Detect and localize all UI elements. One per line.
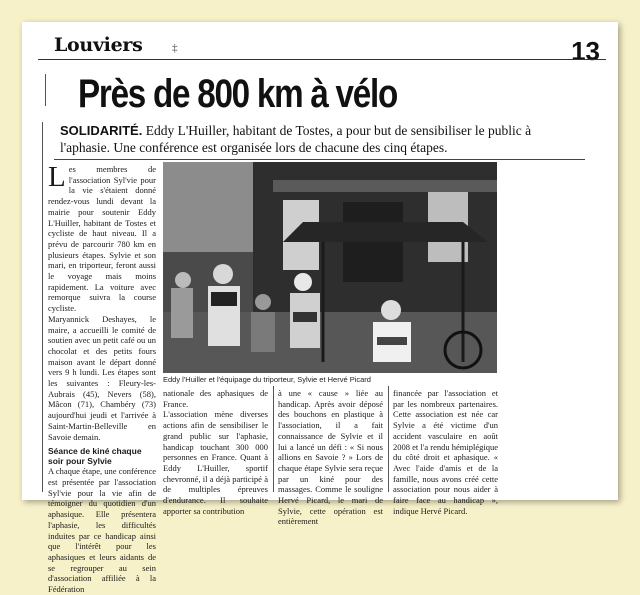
drop-cap: L [48,161,66,193]
header-rule [38,59,606,60]
article-column-2 [163,388,268,516]
cyclists-photo-illustration [163,162,497,373]
col1-paragraph-3: A chaque étape, une conférence est présentée par l'association Syl'vie pour la vie afin de témoigner du quotidien d'un aphasique. Elle présentera l'aphasie, les difficultés induites par ce handicap ainsi que l'intérêt pour les aphasiques et leurs aidants de se regrouper au sein d'association affiliée à la Fédération [48,466,156,595]
article-photo [163,162,497,373]
lead-rule [54,159,585,160]
col3-paragraph-1: à une « cause » liée au handicap. Après avoir déposé des bouchons en plastique à l'association, il a fait connaissance de Sylvie et il lui a lancé un défi : « Si nous allions en Savoie ? » Lors de chaque étape Sylvie sera reçue par un kiné pour des massages. Comme le souligne Hervé Picard, le mari de Sylvie, cette opération est entièrement [278,388,383,527]
column-rule-2 [388,386,389,492]
newspaper-clipping [30,28,608,595]
lead-kicker: SOLIDARITÉ. [60,123,143,138]
article-lead [60,122,580,156]
left-margin-rule [42,122,43,492]
col2-paragraph-2: L'association mène diverses actions afin de sensibiliser le grand public sur l'aphasie, handicap touchant 300 000 personnes en France. Quant à Eddy L'Huiller, sportif chevronné, il a déjà participé à de multiples épreuves d'endurance. Il souhaite apporter sa contribution [163,409,268,516]
article-column-3 [278,388,383,527]
print-mark: ‡ [172,42,178,54]
article-headline: Près de 800 km à vélo [78,72,397,116]
article-subhead: Séance de kiné chaque soir pour Sylvie [48,446,142,467]
col2-paragraph-1: nationale des aphasiques de France. [163,388,268,409]
photo-caption: Eddy l'Huiller et l'équipage du triporteur, Sylvie et Hervé Picard [163,375,371,384]
margin-rule [45,74,46,106]
col1-paragraph-1: es membres de l'association Syl'vie pour la vie s'étaient donné rendez-vous lundi devant la mairie pour soutenir Eddy L'Huiller, habitant de Tostes et cycliste de haut niveau. Il a prévu de parcourir 780 km en plusieurs étapes. Sylvie et son mari, en triporteur, feront aussi le voyage mais moins rapidement. La voiture avec remorque suivra la course cycliste. [48,164,156,314]
col4-paragraph-1: financée par l'association et par les nombreux partenaires. Cette association est née car Sylvie a été victime d'un accident vasculaire en août 2008 et l'a rendu hémiplégique du côté droit et aphasique. « Avec l'aide d'amis et de la famille, nous avons créé cette association pour nous aider à faire face au handicap », indique Hervé Picard. [393,388,498,516]
article-column-4 [393,388,498,516]
column-rule-1 [273,386,274,492]
page-number: 13 [571,36,600,66]
col1-paragraph-2: Maryannick Deshayes, le maire, a accueilli le comité de soutien avec un petit café ou un chocolat et des petits fours maison avant le départ donné vers 9 h lundi. Les étapes sont les suivantes : Fleury-les-Aubrais (45), Nevers (58), Mâcon (71), Chambéry (73) aujourd'hui jeudi et l'arrivée à Saint-Martin-Belleville en Savoie demain. [48,313,156,442]
lead-text: Eddy L'Huiller, habitant de Tostes, a pour but de sensibiliser le public à l'aphasie. Une conférence est organisée lors de chacune des cinq étapes. [60,123,532,155]
article-column-1 [48,161,156,595]
section-title: Louviers [54,34,143,56]
